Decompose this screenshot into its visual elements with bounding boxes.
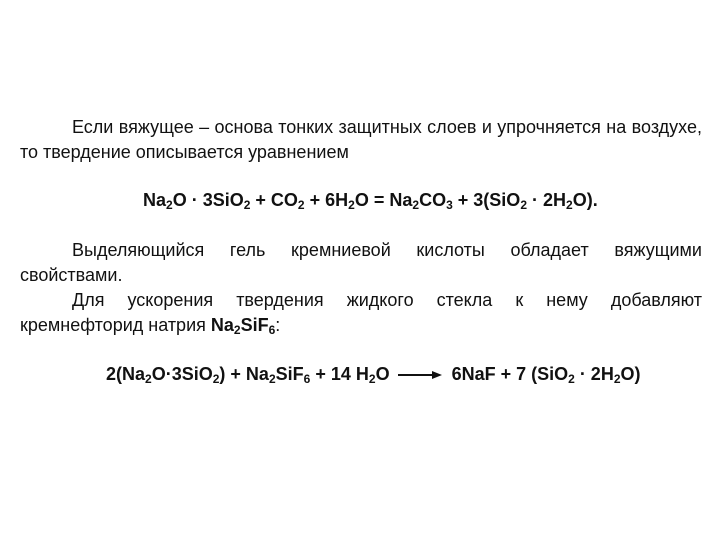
equation-hardening bbox=[143, 188, 598, 212]
equation-fluorosilicate-reaction bbox=[106, 362, 641, 386]
equation-equals-sign: = bbox=[373, 190, 385, 210]
paragraph-silica-gel bbox=[20, 238, 702, 288]
paragraph-text: Если вяжущее – основа тонких защитных слоев и упрочняется на воздухе, то твердение описывается уравнением bbox=[20, 117, 702, 162]
paragraph-binder-air-hardening bbox=[20, 115, 702, 165]
paragraph-text: Выделяющийся гель кремниевой кислоты обладает вяжущими свойствами. bbox=[20, 240, 702, 285]
reaction-arrow-icon bbox=[398, 370, 442, 380]
equation-right-side: $Na_2CO_3 + 3(SiO_2 \cdot 2H_2O)$. bbox=[389, 190, 598, 212]
compound-formula: $Na_2SiF_6$ bbox=[210, 315, 276, 337]
paragraph-accelerator bbox=[20, 288, 702, 338]
equation-left-side: $Na_2O \cdot 3SiO_2 + CO_2 + 6H_2O$ bbox=[143, 190, 369, 212]
equation-right-side: 6NaF + 7 $(SiO_2 \cdot 2H_2O)$ bbox=[451, 364, 641, 386]
equation-left-side: $2(Na_2O\cdot 3SiO_2) + Na_2SiF_6 + 14$ $H_2O$ bbox=[106, 364, 390, 386]
paragraph-text: Для ускорения твердения жидкого стекла к нему добавляют кремнефторид натрия bbox=[20, 290, 702, 335]
paragraph-suffix: : bbox=[275, 315, 281, 335]
